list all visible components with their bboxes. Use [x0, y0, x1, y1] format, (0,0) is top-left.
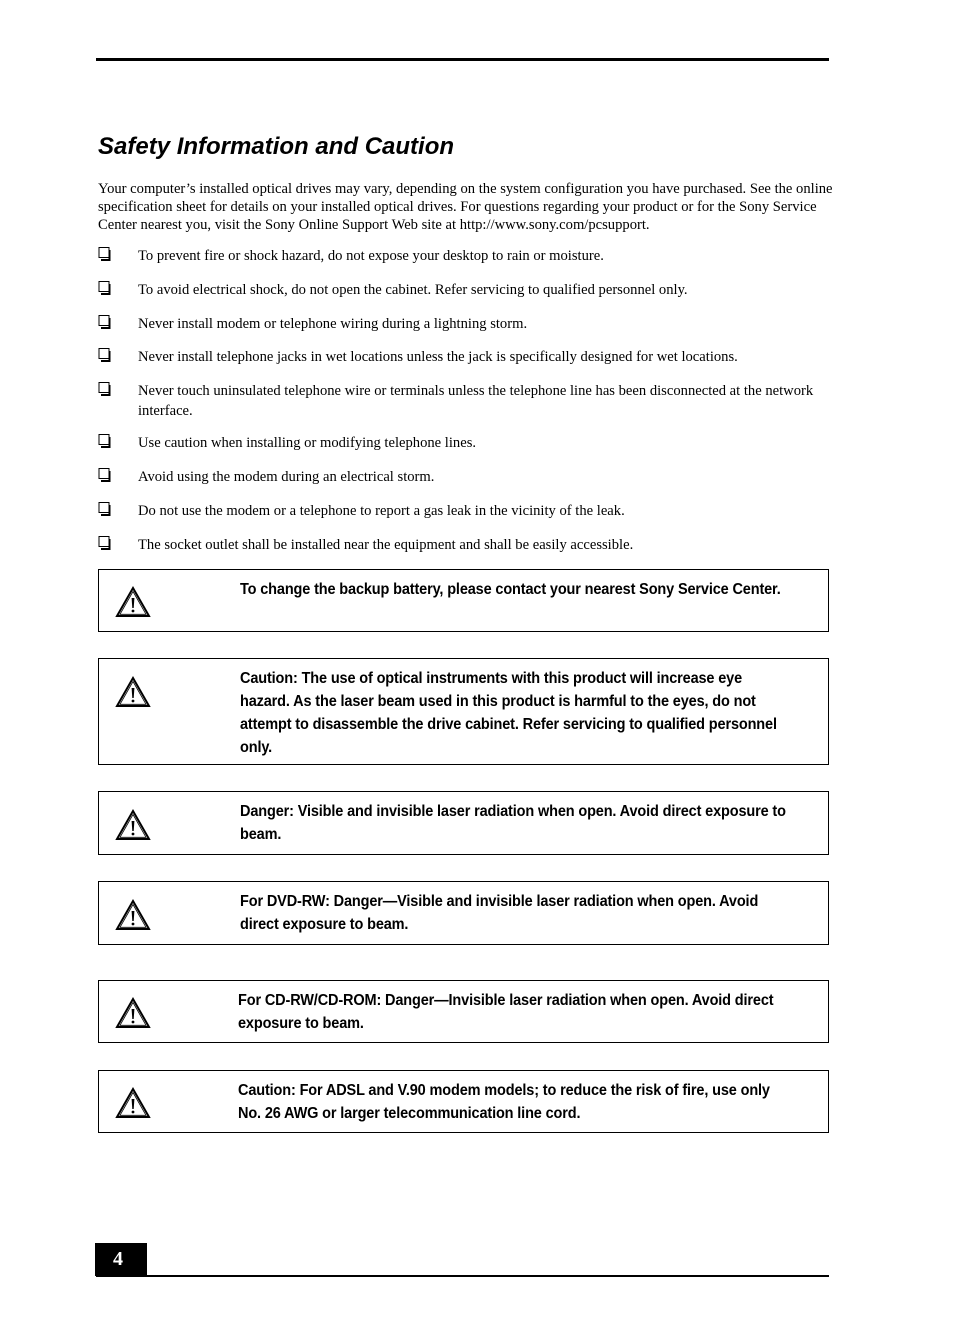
- caution-box-adsl-modem: [98, 1070, 829, 1133]
- bullet-text: To avoid electrical shock, do not open the cabinet. Refer servicing to qualified personnel only.: [138, 282, 688, 298]
- caution-text: Caution: For ADSL and V.90 modem models; to reduce the risk of fire, use only No. 26 AWG or larger telecommunication line cord.: [238, 1082, 770, 1122]
- bullet-text: The socket outlet shall be installed near the equipment and shall be easily accessible.: [138, 537, 634, 553]
- checkbox-bullet-icon: [98, 434, 112, 448]
- intro-paragraph: Your computer’s installed optical drives may vary, depending on the system configuration you have purchased. See the online specification sheet for details on your installed optical drives. For questions regarding your product or for the Sony Service Center nearest you, visit the Sony Online Support Web site at http://www.sony.com/pcsupport.: [98, 181, 833, 233]
- caution-box-dvd-rw: [98, 881, 829, 945]
- warning-triangle-icon: [115, 997, 151, 1029]
- bullet-text: Never touch uninsulated telephone wire or terminals unless the telephone line has been disconnected at the network interface.: [138, 383, 814, 419]
- caution-text: Caution: The use of optical instruments with this product will increase eye hazard. As the laser beam used in this product is harmful to the eyes, do not attempt to disassemble the drive cabinet. Refer servicing to qualified personnel only.: [240, 670, 777, 756]
- header-rule: [96, 58, 829, 61]
- caution-box-cd-rw: [98, 980, 829, 1043]
- checkbox-bullet-icon: [98, 502, 112, 516]
- bullet-text: Avoid using the modem during an electrical storm.: [138, 469, 435, 485]
- warning-triangle-icon: [115, 586, 151, 618]
- checkbox-bullet-icon: [98, 468, 112, 482]
- warning-triangle-icon: [115, 899, 151, 931]
- checkbox-bullet-icon: [98, 348, 112, 362]
- caution-box-backup-battery: [98, 569, 829, 632]
- caution-text: Danger: Visible and invisible laser radiation when open. Avoid direct exposure to beam.: [240, 803, 786, 843]
- footer-rule: [96, 1275, 829, 1277]
- caution-text: For DVD-RW: Danger—Visible and invisible laser radiation when open. Avoid direct exposure to beam.: [240, 893, 759, 933]
- bullet-text: Use caution when installing or modifying telephone lines.: [138, 435, 477, 451]
- checkbox-bullet-icon: [98, 536, 112, 550]
- checkbox-bullet-icon: [98, 281, 112, 295]
- page-number: 4: [95, 1243, 147, 1276]
- caution-text: To change the backup battery, please contact your nearest Sony Service Center.: [240, 581, 781, 598]
- checkbox-bullet-icon: [98, 382, 112, 396]
- page-title: Safety Information and Caution: [98, 133, 455, 160]
- checkbox-bullet-icon: [98, 315, 112, 329]
- caution-text: For CD-RW/CD-ROM: Danger—Invisible laser radiation when open. Avoid direct exposure to beam.: [238, 992, 774, 1032]
- warning-triangle-icon: [115, 676, 151, 708]
- checkbox-bullet-icon: [98, 247, 112, 261]
- caution-box-optical-instruments: [98, 658, 829, 765]
- bullet-text: To prevent fire or shock hazard, do not expose your desktop to rain or moisture.: [138, 248, 604, 264]
- bullet-text: Never install telephone jacks in wet locations unless the jack is specifically designed for wet locations.: [138, 349, 738, 365]
- caution-box-laser-radiation: [98, 791, 829, 855]
- bullet-text: Do not use the modem or a telephone to report a gas leak in the vicinity of the leak.: [138, 503, 625, 519]
- bullet-text: Never install modem or telephone wiring during a lightning storm.: [138, 316, 528, 332]
- warning-triangle-icon: [115, 809, 151, 841]
- warning-triangle-icon: [115, 1087, 151, 1119]
